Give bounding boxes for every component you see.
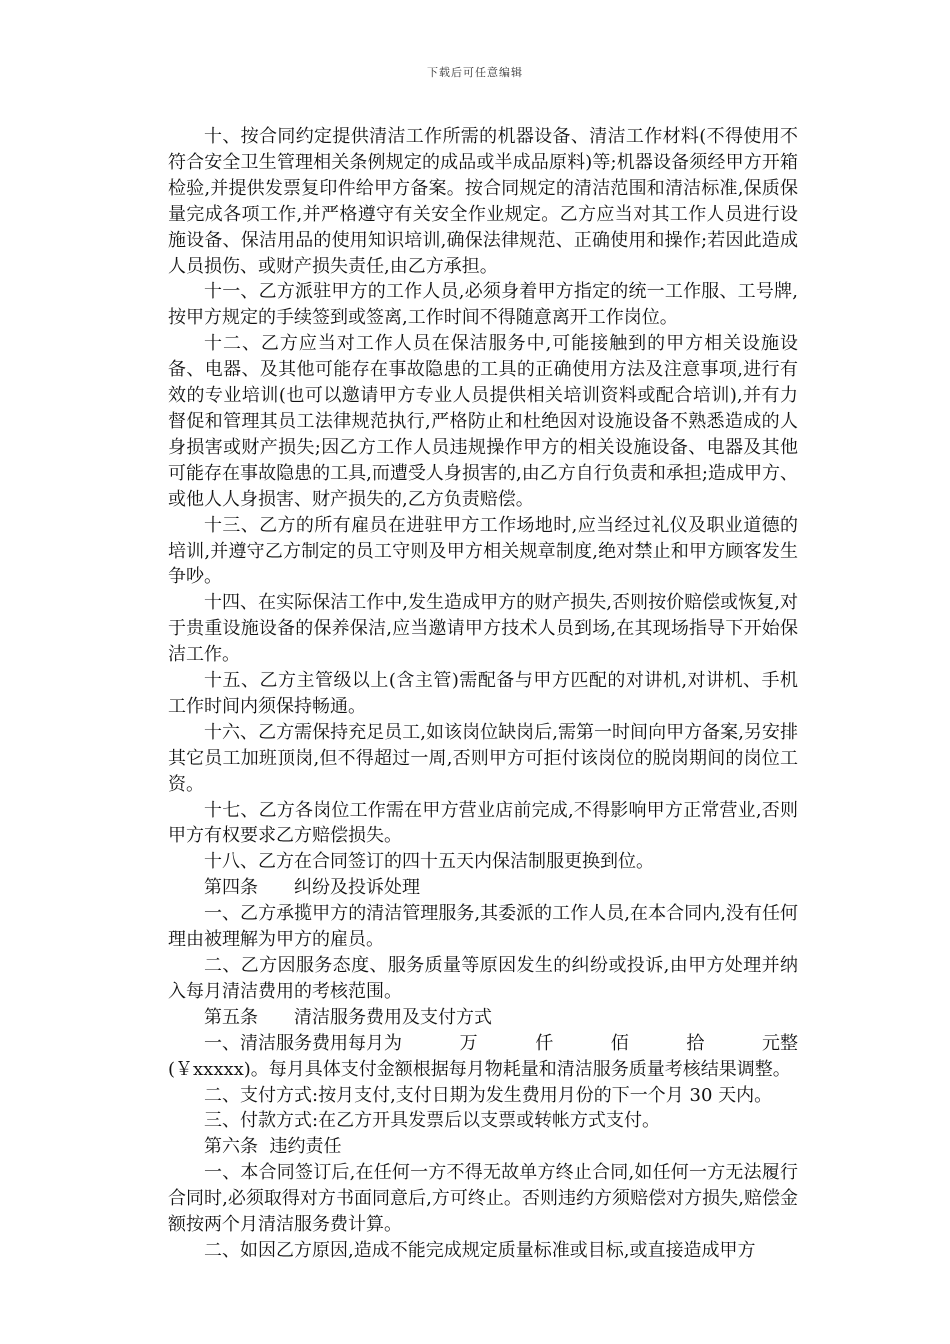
clause-13: 十三、乙方的所有雇员在进驻甲方工作场地时,应当经过礼仪及职业道德的培训,并遵守乙方制定的员工守则及甲方相关规章制度,绝对禁止和甲方顾客发生争吵。 xyxy=(168,514,798,588)
clause-14: 十四、在实际保洁工作中,发生造成甲方的财产损失,否则按价赔偿或恢复,对于贵重设施设备的保养保洁,应当邀请甲方技术人员到场,在其现场指导下开始保洁工作。 xyxy=(168,592,798,666)
fee-label: 一、清洁服务费用每月为 xyxy=(204,1032,402,1054)
article-5-clause-3: 三、付款方式:在乙方开具发票后以支票或转帐方式支付。 xyxy=(204,1110,661,1132)
clause-11: 十一、乙方派驻甲方的工作人员,必须身着甲方指定的统一工作服、工号牌,按甲方规定的手续签到或签离,工作时间不得随意离开工作岗位。 xyxy=(168,281,798,329)
clause-17: 十七、乙方各岗位工作需在甲方营业店前完成,不得影响甲方正常营业,否则甲方有权要求乙方赔偿损失。 xyxy=(168,799,798,847)
fee-unit-wan: 万 xyxy=(459,1032,478,1054)
fee-unit-yuan: 元整 xyxy=(761,1032,798,1054)
article-6-heading: 第六条 违约责任 xyxy=(204,1136,342,1158)
article-5-heading: 第五条 清洁服务费用及支付方式 xyxy=(204,1006,492,1028)
article-6-clause-2: 二、如因乙方原因,造成不能完成规定质量标准或目标,或直接造成甲方 xyxy=(204,1239,756,1261)
article-4-clause-2: 二、乙方因服务态度、服务质量等原因发生的纠纷或投诉,由甲方处理并纳入每月清洁费用的考核范围。 xyxy=(168,955,798,1002)
fee-unit-shi: 拾 xyxy=(686,1032,705,1054)
document-body xyxy=(168,124,798,1264)
fee-unit-qian: 仟 xyxy=(535,1032,554,1054)
article-4-heading: 第四条 纠纷及投诉处理 xyxy=(204,877,420,899)
fee-amount-line xyxy=(168,1031,798,1057)
article-5-clause-2: 二、支付方式:按月支付,支付日期为发生费用月份的下一个月 30 天内。 xyxy=(204,1084,773,1106)
fee-continuation: (￥xxxxx)。每月具体支付金额根据每月物耗量和清洁服务质量考核结果调整。 xyxy=(168,1058,791,1080)
clause-10: 十、按合同约定提供清洁工作所需的机器设备、清洁工作材料(不得使用不符合安全卫生管理相关条例规定的成品或半成品原料)等;机器设备须经甲方开箱检验,并提供发票复印件给甲方备案。按合同规定的清洁范围和清洁标准,保质保量完成各项工作,并严格遵守有关安全作业规定。乙方应当对其工作人员进行设施设备、保洁用品的使用知识培训,确保法律规范、正确使用和操作;若因此造成人员损伤、或财产损失责任,由乙方承担。 xyxy=(168,126,798,277)
clause-12: 十二、乙方应当对工作人员在保洁服务中,可能接触到的甲方相关设施设备、电器、及其他可能存在事故隐患的工具的正确使用方法及注意事项,进行有效的专业培训(也可以邀请甲方专业人员提供相关培训资料或配合培训),并有力督促和管理其员工法律规范执行,严格防止和杜绝因对设施设备不熟悉造成的人身损害或财产损失;因乙方工作人员违规操作甲方的相关设施设备、电器及其他可能存在事故隐患的工具,而遭受人身损害的,由乙方自行负责和承担;造成甲方、或他人人身损害、财产损失的,乙方负责赔偿。 xyxy=(168,333,798,510)
clause-16: 十六、乙方需保持充足员工,如该岗位缺岗后,需第一时间向甲方备案,另安排其它员工加班顶岗,但不得超过一周,否则甲方可拒付该岗位的脱岗期间的岗位工资。 xyxy=(168,721,798,795)
article-4-clause-1: 一、乙方承揽甲方的清洁管理服务,其委派的工作人员,在本合同内,没有任何理由被理解为甲方的雇员。 xyxy=(168,903,798,951)
clause-18: 十八、乙方在合同签订的四十五天内保洁制服更换到位。 xyxy=(204,851,654,873)
fee-unit-bai: 佰 xyxy=(610,1032,629,1054)
clause-15: 十五、乙方主管级以上(含主管)需配备与甲方匹配的对讲机,对讲机、手机工作时间内须保持畅通。 xyxy=(168,670,798,717)
page-header: 下载后可任意编辑 xyxy=(427,66,523,79)
article-6-clause-1: 一、本合同签订后,在任何一方不得无故单方终止合同,如任何一方无法履行合同时,必须取得对方书面同意后,方可终止。否则违约方须赔偿对方损失,赔偿金额按两个月清洁服务费计算。 xyxy=(168,1162,798,1236)
